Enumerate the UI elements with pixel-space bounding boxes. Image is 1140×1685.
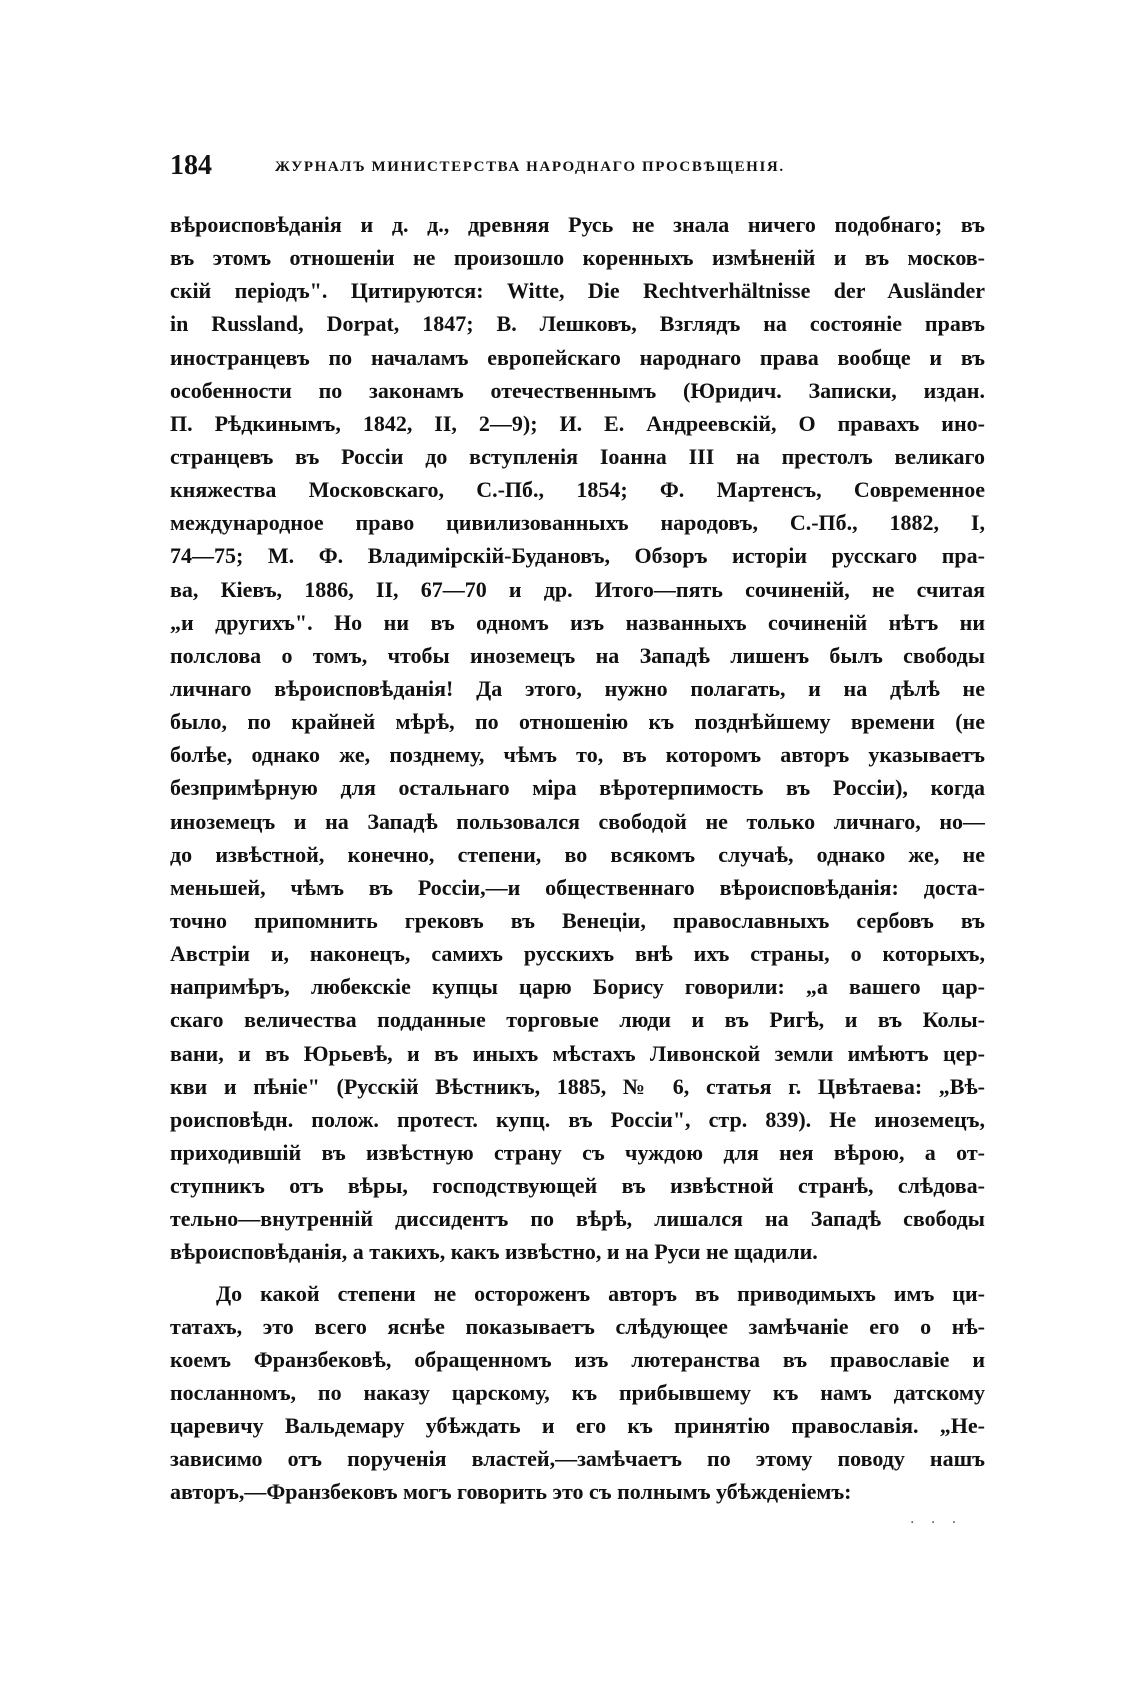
- text-line: зависимо отъ порученія властей,—замѣчаетъ по этому поводу нашъ: [170, 1446, 985, 1472]
- text-line: вани, и въ Юрьевѣ, и въ иныхъ мѣстахъ Ливонской земли имѣютъ цер-: [170, 1040, 985, 1066]
- text-line: приходившій въ извѣстную страну съ чуждою для нея вѣрою, а от-: [170, 1139, 985, 1165]
- running-head: ЖУРНАЛЪ МИНИСТЕРСТВА НАРОДНАГО ПРОСВѢЩЕНІЯ.: [275, 159, 785, 175]
- text-line: меньшей, чѣмъ въ Россіи,—и общественнаго вѣроисповѣданія: доста-: [170, 874, 985, 900]
- text-line: до извѣстной, конечно, степени, во всякомъ случаѣ, однако же, не: [170, 841, 985, 867]
- text-line: полслова о томъ, чтобы иноземецъ на Западѣ лишенъ былъ свободы: [170, 642, 985, 668]
- scan-specks: · · ·: [910, 1515, 963, 1531]
- text-line: ва, Кіевъ, 1886, II, 67—70 и др. Итого—пять сочиненій, не считая: [170, 576, 985, 602]
- text-line: „и другихъ". Но ни въ одномъ изъ названныхъ сочиненій нѣтъ ни: [170, 609, 985, 635]
- text-line: татахъ, это всего яснѣе показываетъ слѣдующее замѣчаніе его о нѣ-: [170, 1313, 985, 1339]
- text-line: иностранцевъ по началамъ европейскаго народнаго права вообще и въ: [170, 344, 985, 370]
- text-line: напримѣръ, любекскіе купцы царю Борису говорили: „а вашего цар-: [170, 974, 985, 1000]
- page-number: 184: [170, 150, 212, 181]
- text-line: личнаго вѣроисповѣданія! Да этого, нужно полагать, и на дѣлѣ не: [170, 675, 985, 701]
- text-line: вѣроисповѣданія и д. д., древняя Русь не знала ничего подобнаго; въ: [170, 212, 985, 237]
- text-line: въ этомъ отношеніи не произошло коренныхъ измѣненій и въ москов-: [170, 245, 985, 271]
- page-header: [170, 150, 990, 190]
- paragraph-gap: [170, 1269, 985, 1277]
- text-line: тельно—внутренній диссидентъ по вѣрѣ, лишался на Западѣ свободы: [170, 1206, 985, 1232]
- paragraph-2: [170, 1277, 985, 1509]
- text-line: точно припомнить грековъ въ Венеціи, православныхъ сербовъ въ: [170, 907, 985, 933]
- text-line: 74—75; М. Ф. Владимірскій-Будановъ, Обзоръ исторіи русскаго пра-: [170, 543, 985, 569]
- text-line: кви и пѣніе" (Русскій Вѣстникъ, 1885, № 6, статья г. Цвѣтаева: „Вѣ-: [170, 1073, 985, 1099]
- text-line: было, по крайней мѣрѣ, по отношенію къ позднѣйшему времени (не: [170, 709, 985, 735]
- text-line: иноземецъ и на Западѣ пользовался свободой не только личнаго, но—: [170, 808, 985, 834]
- text-line: болѣе, однако же, позднему, чѣмъ то, въ которомъ авторъ указываетъ: [170, 742, 985, 768]
- text-line: скій періодъ". Цитируются: Witte, Die Rechtverhältnisse der Ausländer: [170, 278, 985, 304]
- text-line: коемъ Франзбековѣ, обращенномъ изъ лютеранства въ православіе и: [170, 1346, 985, 1372]
- text-line: авторъ,—Франзбековъ могъ говорить это съ полнымъ убѣжденіемъ:: [170, 1479, 852, 1505]
- text-line: скаго величества подданные торговые люди и въ Ригѣ, и въ Колы-: [170, 1007, 985, 1033]
- text-line: Австріи и, наконецъ, самихъ русскихъ внѣ ихъ страны, о которыхъ,: [170, 941, 985, 967]
- text-line: in Russland, Dorpat, 1847; В. Лешковъ, Взглядъ на состояніе правъ: [170, 311, 985, 337]
- text-line: странцевъ въ Россіи до вступленія Іоанна III на престолъ великаго: [170, 443, 985, 469]
- text-line: вѣроисповѣданія, а такихъ, какъ извѣстно, и на Руси не щадили.: [170, 1239, 818, 1265]
- text-line: особенности по законамъ отечественнымъ (Юридич. Записки, издан.: [170, 377, 985, 403]
- text-line: ступникъ отъ вѣры, господствующей въ извѣстной странѣ, слѣдова-: [170, 1173, 985, 1199]
- body-text: [170, 208, 985, 1508]
- text-line: царевичу Вальдемару убѣждать и его къ принятію православія. „Не-: [170, 1413, 985, 1439]
- text-line: международное право цивилизованныхъ народовъ, С.-Пб., 1882, I,: [170, 510, 985, 536]
- text-line: роисповѣдн. полож. протест. купц. въ Россіи", стр. 839). Не иноземецъ,: [170, 1106, 985, 1132]
- text-line: посланномъ, по наказу царскому, къ прибывшему къ намъ датскому: [170, 1379, 985, 1405]
- text-line: До какой степени не остороженъ авторъ въ приводимыхъ имъ ци-: [216, 1280, 985, 1306]
- text-line: П. Рѣдкинымъ, 1842, II, 2—9); И. Е. Андреевскій, О правахъ ино-: [170, 410, 985, 436]
- paragraph-1: [170, 208, 985, 1269]
- text-line: княжества Московскаго, С.-Пб., 1854; Ф. Мартенсъ, Современное: [170, 477, 985, 503]
- text-line: безпримѣрную для остальнаго міра вѣротерпимость въ Россіи), когда: [170, 775, 985, 801]
